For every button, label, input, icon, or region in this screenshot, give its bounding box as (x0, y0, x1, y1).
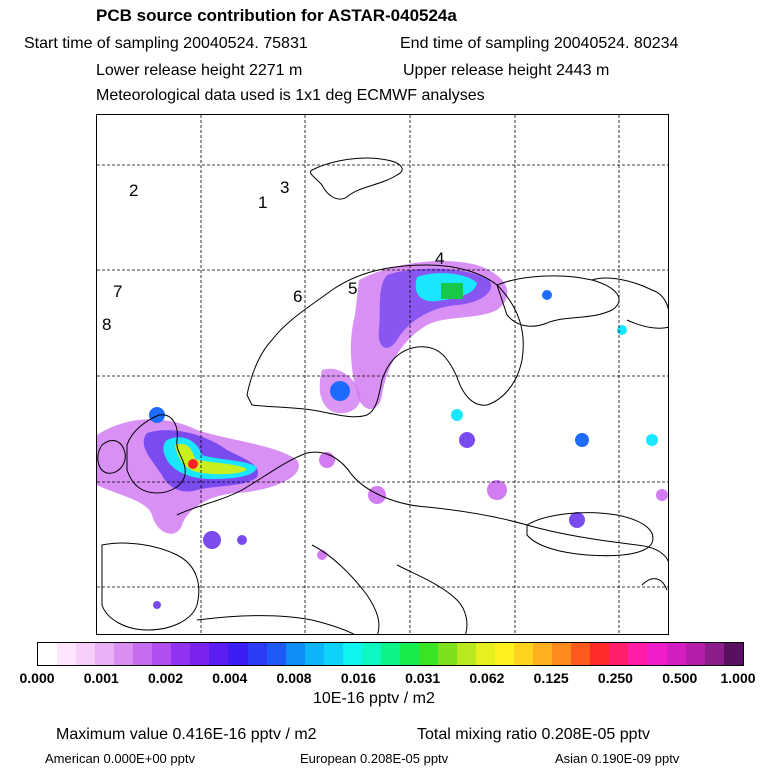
coast-iberia (102, 543, 199, 630)
colorbar-tick-label: 0.031 (405, 670, 441, 686)
colorbar-segment (305, 643, 324, 665)
colorbar-segment (171, 643, 190, 665)
plume-scandinavia-peak (441, 283, 463, 299)
coast-blacksea (527, 513, 653, 556)
colorbar-segment (209, 643, 228, 665)
marker-4: 4 (435, 249, 445, 268)
colorbar-segment (57, 643, 76, 665)
plume-scatter-2 (368, 486, 386, 504)
plume-scatter-16 (153, 601, 161, 609)
colorbar-segment (495, 643, 514, 665)
maximum-value: Maximum value 0.416E-16 pptv / m2 (56, 726, 317, 743)
met-data-note: Meteorological data used is 1x1 deg ECMWF analyses (96, 87, 485, 104)
plume-west-peak (188, 459, 198, 469)
colorbar-segment (381, 643, 400, 665)
colorbar-tick-label: 0.000 (19, 670, 55, 686)
colorbar-segment (267, 643, 286, 665)
start-time: Start time of sampling 20040524. 75831 (24, 35, 308, 52)
colorbar-segment (133, 643, 152, 665)
colorbar-segment (724, 643, 743, 665)
total-mixing-ratio: Total mixing ratio 0.208E-05 pptv (417, 726, 651, 743)
colorbar-tick-label: 0.004 (212, 670, 248, 686)
marker-3: 3 (280, 178, 290, 197)
colorbar-tick-label: 1.000 (720, 670, 756, 686)
marker-7: 7 (113, 282, 123, 301)
plume-scatter-5 (575, 433, 589, 447)
colorbar-segment (686, 643, 705, 665)
end-time: End time of sampling 20040524. 80234 (400, 35, 679, 52)
colorbar-segment (76, 643, 95, 665)
colorbar-segment (476, 643, 495, 665)
map-panel (96, 114, 669, 635)
marker-1: 1 (258, 193, 268, 212)
coastlines (98, 158, 669, 635)
marker-6: 6 (293, 287, 303, 306)
colorbar-segment (400, 643, 419, 665)
european-contribution: European 0.208E-05 pptv (300, 751, 449, 766)
coast-russia-north (592, 278, 669, 328)
concentration-field (97, 261, 668, 609)
map-canvas (97, 115, 669, 635)
colorbar-segment (152, 643, 171, 665)
colorbar-segment (114, 643, 133, 665)
american-contribution: American 0.000E+00 pptv (45, 751, 195, 766)
colorbar-segment (457, 643, 476, 665)
colorbar-segment (438, 643, 457, 665)
colorbar-segment (286, 643, 305, 665)
colorbar-segment (228, 643, 247, 665)
plume-scatter-9 (451, 409, 463, 421)
asian-contribution: Asian 0.190E-09 pptv (555, 751, 680, 766)
colorbar-segment (571, 643, 590, 665)
colorbar-segment (38, 643, 57, 665)
plume-scatter-15 (317, 550, 327, 560)
marker-8: 8 (102, 315, 112, 334)
colorbar-segment (628, 643, 647, 665)
plume-scatter-14 (237, 535, 247, 545)
lower-release-height: Lower release height 2271 m (96, 62, 303, 79)
colorbar-segment (667, 643, 686, 665)
colorbar-segment (552, 643, 571, 665)
plume-scatter-7 (646, 434, 658, 446)
colorbar-tick-label: 0.125 (533, 670, 569, 686)
colorbar-tick-label: 0.500 (662, 670, 698, 686)
upper-release-height: Upper release height 2443 m (403, 62, 610, 79)
colorbar-tick-label: 0.250 (597, 670, 633, 686)
colorbar-segment (324, 643, 343, 665)
colorbar-segment (362, 643, 381, 665)
colorbar-segment (533, 643, 552, 665)
colorbar-segment (514, 643, 533, 665)
colorbar-segment (95, 643, 114, 665)
plume-scatter-4 (487, 480, 507, 500)
colorbar-tick-label: 0.062 (469, 670, 505, 686)
chart-title: PCB source contribution for ASTAR-040524a (96, 6, 457, 25)
colorbar-segment (648, 643, 667, 665)
colorbar-segment (248, 643, 267, 665)
plume-scatter-11 (617, 325, 627, 335)
coast-balkans (397, 565, 467, 635)
colorbar-segment (590, 643, 609, 665)
coast-mediterranean (197, 615, 357, 635)
colorbar-segment (419, 643, 438, 665)
coast-caspian (642, 579, 667, 590)
colorbar-unit: 10E-16 pptv / m2 (313, 690, 435, 707)
marker-2: 2 (129, 181, 139, 200)
colorbar-segment (190, 643, 209, 665)
colorbar-segment (609, 643, 628, 665)
colorbar-tick-label: 0.001 (83, 670, 119, 686)
plume-scatter-12 (203, 531, 221, 549)
plume-scatter-10 (542, 290, 552, 300)
plume-scatter-3 (459, 432, 475, 448)
coast-svalbard (310, 158, 402, 199)
colorbar-segment (705, 643, 724, 665)
colorbar-tick-label: 0.002 (148, 670, 184, 686)
colorbar-tick-label: 0.008 (276, 670, 312, 686)
plume-scatter-6 (569, 512, 585, 528)
colorbar-tick-label: 0.016 (340, 670, 376, 686)
colorbar (37, 642, 744, 666)
plume-baltic-core (330, 381, 350, 401)
colorbar-segment (343, 643, 362, 665)
marker-5: 5 (348, 279, 358, 298)
plume-scatter-8 (656, 489, 668, 501)
